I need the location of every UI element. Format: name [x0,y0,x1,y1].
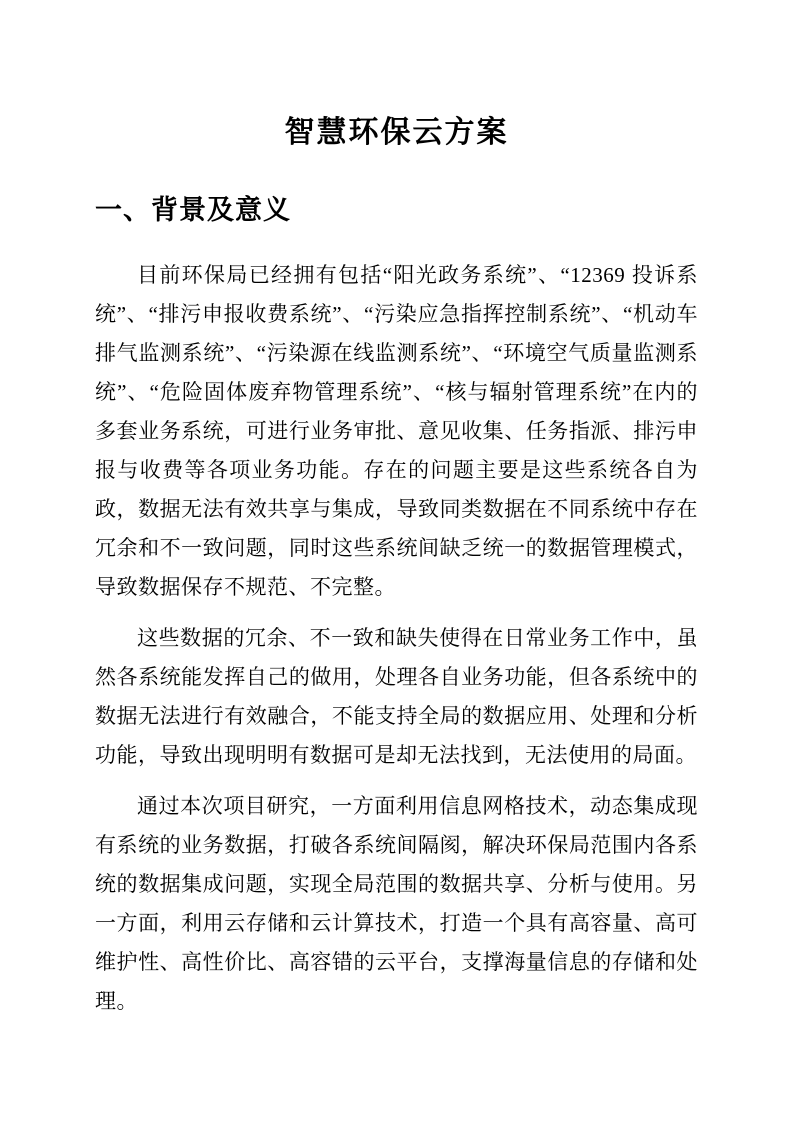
body-paragraph-1: 目前环保局已经拥有包括“阳光政务系统”、“12369 投诉系统”、“排污申报收费系统”、“污染应急指挥控制系统”、“机动车排气监测系统”、“污染源在线监测系统”、“环境空气质量监测系统”、“危险固体废弃物管理系统”、“核与辐射管理系统”在内的多套业务系统，可进行业务审批、意见收集、任务指派、排污申报与收费等各项业务功能。存在的问题主要是这些系统各自为政，数据无法有效共享与集成，导致同类数据在不同系统中存在冗余和不一致问题，同时这些系统间缺乏统一的数据管理模式，导致数据保存不规范、不完整。 [95,263,698,599]
body-paragraph-2: 这些数据的冗余、不一致和缺失使得在日常业务工作中，虽然各系统能发挥自己的做用，处理各自业务功能，但各系统中的数据无法进行有效融合，不能支持全局的数据应用、处理和分析功能，导致出现明明有数据可是却无法找到，无法使用的局面。 [95,626,698,767]
body-paragraph-3: 通过本次项目研究，一方面利用信息网格技术，动态集成现有系统的业务数据，打破各系统间隔阂，解决环保局范围内各系统的数据集成问题，实现全局范围的数据共享、分析与使用。另一方面，利用云存储和云计算技术，打造一个具有高容量、高可维护性、高性价比、高容错的云平台，支撑海量信息的存储和处理。 [95,794,698,1013]
section-heading-background: 一、背景及意义 [95,195,291,225]
document-body [95,256,698,1021]
document-title: 智慧环保云方案 [284,116,509,149]
